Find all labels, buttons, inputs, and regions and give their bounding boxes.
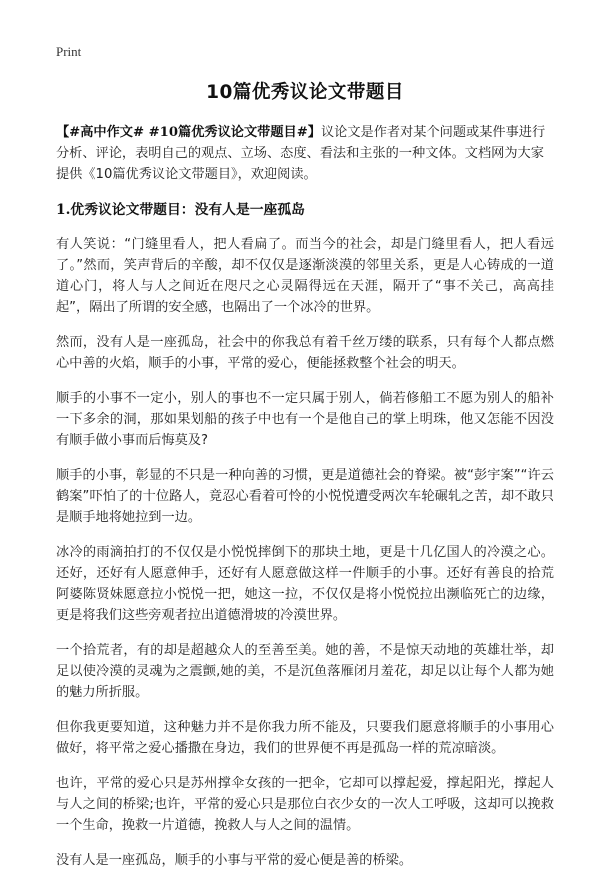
document-title: 10篇优秀议论文带题目 bbox=[206, 82, 404, 103]
body-paragraph-2: 然而，没有人是一座孤岛，社会中的你我总有着千丝万缕的联系，只有每个人都点燃心中善的火焰，顺手的小事，平常的爱心，便能拯救整个社会的明天。 bbox=[56, 335, 554, 371]
body-paragraph-3: 顺手的小事不一定小，别人的事也不一定只属于别人，倘若修船工不愿为别人的船补一下多余的洞，那如果划船的孩子中也有一个是他自己的掌上明珠，他又怎能不因没有顺手做小事而后悔莫及? bbox=[56, 391, 554, 448]
intro-paragraph bbox=[56, 122, 554, 185]
body-paragraph-4: 顺手的小事，彰显的不只是一种向善的习惯，更是道德社会的脊梁。被“彭宇案”“许云鹤案”吓怕了的十位路人，竟忍心看着可怜的小悦悦遭受两次车轮碾轧之苦，却不敢只是顺手地将她拉到一边。 bbox=[56, 468, 554, 525]
intro-tag: 【#高中作文# #10篇优秀议论文带题目#】 bbox=[56, 125, 321, 140]
body-paragraph-5: 冰冷的雨滴拍打的不仅仅是小悦悦摔倒下的那块土地，更是十几亿国人的冷漠之心。还好，还好有人愿意伸手，还好有人愿意做这样一件顺手的小事。还好有善良的拾荒阿婆陈贤妹愿意拉小悦悦一把，她这一拉，不仅仅是将小悦悦拉出濒临死亡的边缘，更是将我们这些旁观者拉出道德滑坡的冷漠世界。 bbox=[56, 545, 554, 623]
section-heading: 1.优秀议论文带题目：没有人是一座孤岛 bbox=[56, 202, 305, 218]
body-paragraph-7: 但你我更要知道，这种魅力并不是你我力所不能及，只要我们愿意将顺手的小事用心做好，将平常之爱心播撒在身边，我们的世界便不再是孤岛一样的荒凉暗淡。 bbox=[56, 720, 554, 756]
body-paragraph-8: 也许，平常的爱心只是苏州撑伞女孩的一把伞，它却可以撑起爱，撑起阳光，撑起人与人之间的桥梁;也许，平常的爱心只是那位白衣少女的一次人工呼吸，这却可以挽救一个生命，挽救一片道德，挽救人与人之间的温情。 bbox=[56, 776, 554, 833]
body-paragraph-9: 没有人是一座孤岛，顺手的小事与平常的爱心便是善的桥梁。 bbox=[56, 853, 413, 868]
body-paragraph-6: 一个拾荒者，有的却是超越众人的至善至美。她的善，不是惊天动地的英雄壮举，却足以使冷漠的灵魂为之震颤,她的美，不是沉鱼落雁闭月羞花，却足以让每个人都为她的魅力所折服。 bbox=[56, 643, 554, 700]
intro-text: 议论文是作者对某个问题或某件事进行分析、评论，表明自己的观点、立场、态度、看法和主张的一种文体。文档网为大家提供《10篇优秀议论文带题目》，欢迎阅读。 bbox=[56, 125, 546, 182]
body-paragraph-1: 有人笑说：“门缝里看人，把人看扁了。而当今的社会，却是门缝里看人，把人看远了。”然而，笑声背后的辛酸，却不仅仅是逐渐淡漠的邻里关系，更是人心铸成的一道道心门，将人与人之间近在咫尺之心灵隔得远在天涯，隔开了“事不关己，高高挂起”，隔出了所谓的安全感，也隔出了一个冰冷的世界。 bbox=[56, 237, 554, 315]
print-label: Print bbox=[56, 44, 82, 59]
